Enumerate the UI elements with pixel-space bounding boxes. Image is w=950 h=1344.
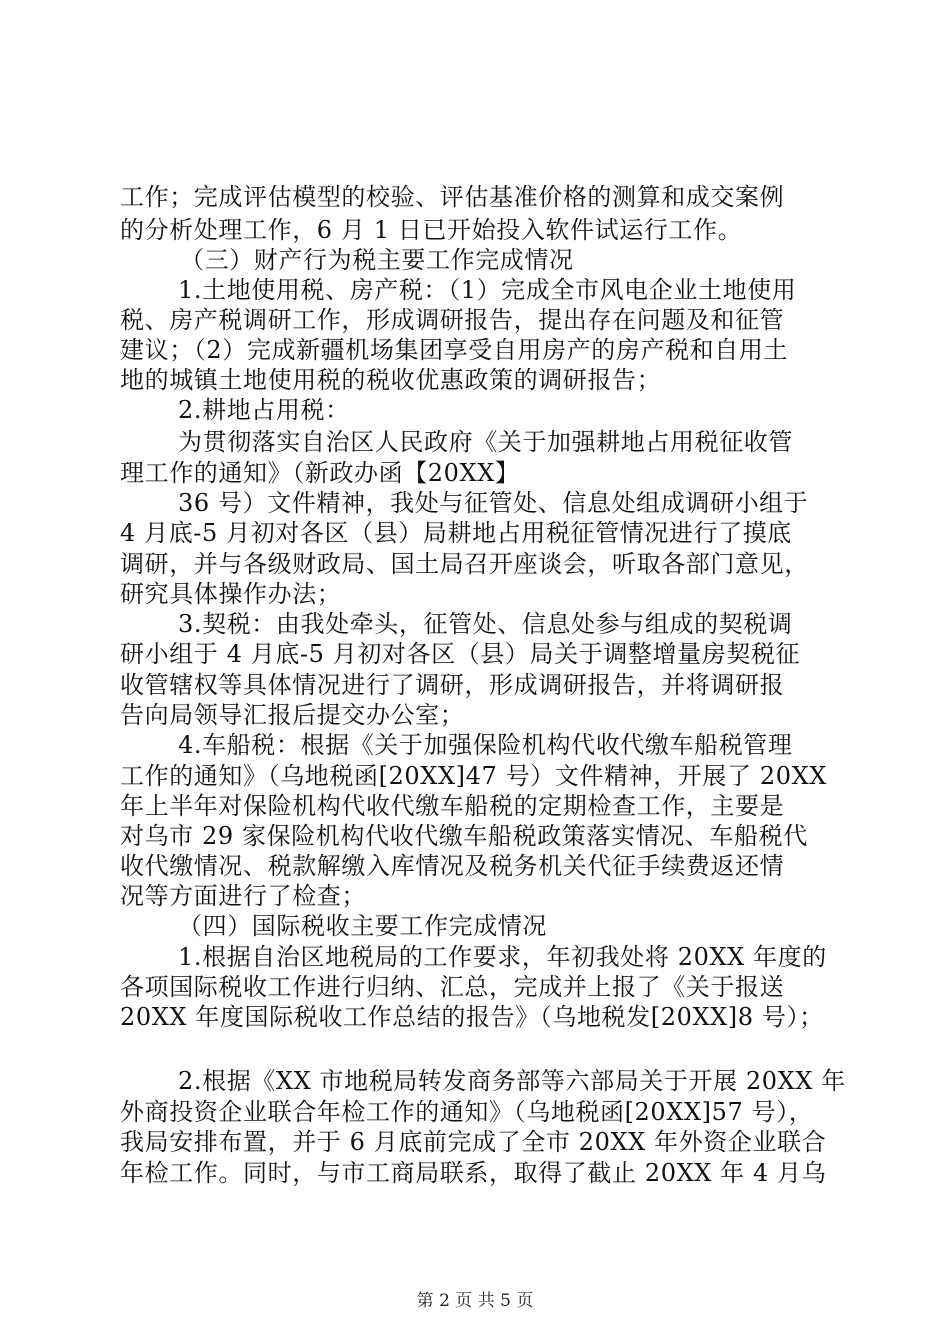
- body-line: 3.契税：由我处牵头，征管处、信息处参与组成的契税调: [178, 610, 793, 638]
- body-line: 的分析处理工作，6 月 1 日已开始投入软件试运行工作。: [120, 216, 743, 244]
- body-line: 1.土地使用税、房产税：（1）完成全市风电企业土地使用: [178, 276, 797, 304]
- body-line: 1.根据自治区地税局的工作要求，年初我处将 20XX 年度的: [178, 943, 827, 971]
- section-heading: （四）国际税收主要工作完成情况: [178, 912, 547, 940]
- body-line: 4.车船税：根据《关于加强保险机构代收代缴车船税管理: [178, 731, 793, 759]
- body-line: 4 月底-5 月初对各区（县）局耕地占用税征管情况进行了摸底: [120, 519, 792, 547]
- body-line: 研小组于 4 月底-5 月初对各区（县）局关于调整增量房契税征: [120, 640, 801, 668]
- body-line: 调研，并与各级财政局、国土局召开座谈会，听取各部门意见，: [120, 550, 809, 578]
- body-line: 对乌市 29 家保险机构代收代缴车船税政策落实情况、车船税代: [120, 822, 808, 850]
- body-line: 研究具体操作办法；: [120, 580, 342, 608]
- body-line: 年检工作。同时，与市工商局联系，取得了截止 20XX 年 4 月乌: [120, 1159, 827, 1187]
- body-line: 地的城镇土地使用税的税收优惠政策的调研报告；: [120, 366, 662, 394]
- body-line: 收管辖权等具体情况进行了调研，形成调研报告，并将调研报: [120, 671, 785, 699]
- body-line: 况等方面进行了检查；: [120, 882, 366, 910]
- body-line: 外商投资企业联合年检工作的通知》（乌地税函[20XX]57 号），: [120, 1098, 814, 1126]
- body-line: 税、房产税调研工作，形成调研报告，提出存在问题及和征管: [120, 306, 785, 334]
- body-line: 36 号）文件精神，我处与征管处、信息处组成调研小组于: [178, 489, 809, 517]
- body-line: 理工作的通知》（新政办函【20XX】: [120, 459, 520, 487]
- body-line: 我局安排布置，并于 6 月底前完成了全市 20XX 年外资企业联合: [120, 1128, 827, 1156]
- body-line: 2.根据《XX 市地税局转发商务部等六部局关于开展 20XX 年: [178, 1067, 846, 1095]
- body-line: 年上半年对保险机构代收代缴车船税的定期检查工作，主要是: [120, 792, 785, 820]
- body-line: 告向局领导汇报后提交办公室；: [120, 701, 465, 729]
- body-line: 工作；完成评估模型的校验、评估基准价格的测算和成交案例: [120, 183, 785, 211]
- body-line: 20XX 年度国际税收工作总结的报告》（乌地税发[20XX]8 号）；: [120, 1003, 824, 1031]
- body-line: 2.耕地占用税：: [178, 396, 350, 424]
- section-heading: （三）财产行为税主要工作完成情况: [180, 246, 574, 274]
- body-line: 为贯彻落实自治区人民政府《关于加强耕地占用税征收管: [178, 428, 793, 456]
- body-line: 工作的通知》（乌地税函[20XX]47 号）文件精神，开展了 20XX: [120, 762, 827, 790]
- body-line: 收代缴情况、税款解缴入库情况及税务机关代征手续费返还情: [120, 852, 785, 880]
- body-line: 建议；（2）完成新疆机场集团享受自用房产的房产税和自用土: [120, 336, 789, 364]
- page-footer: 第 2 页 共 5 页: [416, 1291, 534, 1311]
- body-line: 各项国际税收工作进行归纳、汇总，完成并上报了《关于报送: [120, 973, 785, 1001]
